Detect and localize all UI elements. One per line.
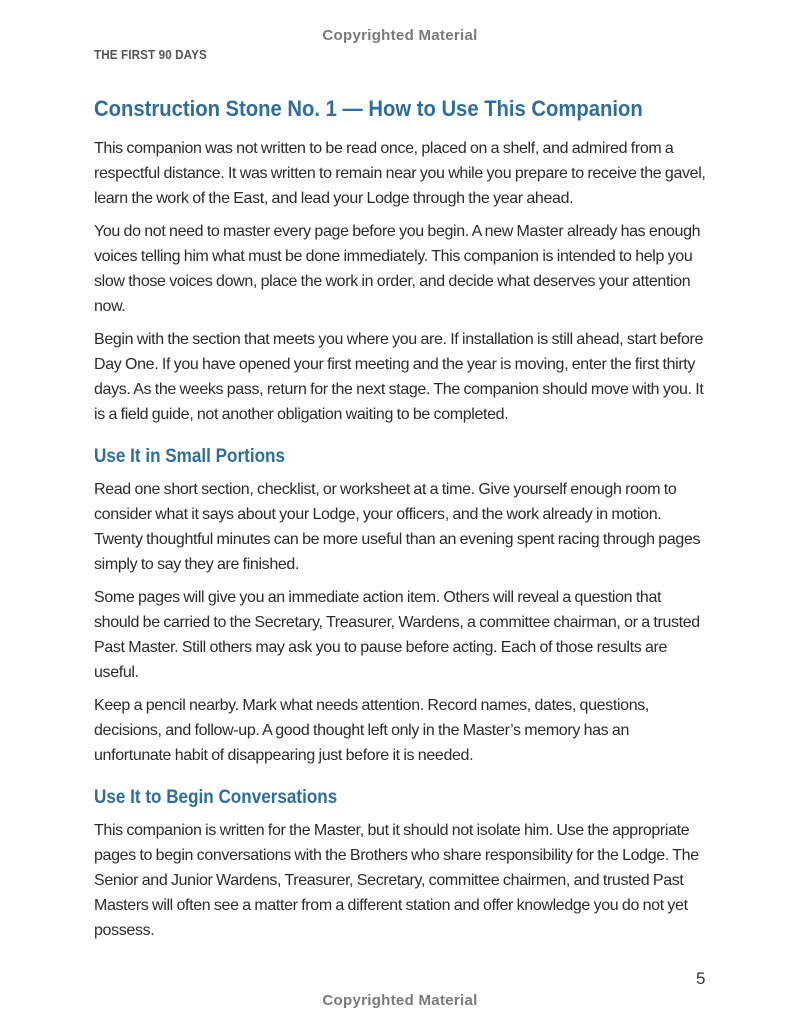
page-number: 5 [696,969,706,988]
conversations-paragraph-1: This companion is written for the Master, but it should not isolate him. Use the appropriate pages to begin conversations with the Brothers who share responsibility for the Lodge. The Senior and Junior Wardens, Treasurer, Secretary, committee chairmen, and trusted Past Masters will often see a matter from a different station and offer knowledge you do not yet possess. [94,822,699,939]
section-heading-conversations: Use It to Begin Conversations [94,787,338,808]
intro-paragraph-2: You do not need to master every page before you begin. A new Master already has enough voices telling him what must be done immediately. This companion is intended to help you slow those voices down, place the work in order, and decide what deserves your attention now. [94,223,701,315]
copyright-watermark-bottom: Copyrighted Material [322,992,478,1009]
running-head: THE FIRST 90 DAYS [94,47,207,62]
copyright-watermark-top: Copyrighted Material [322,27,478,44]
small-portions-paragraph-2: Some pages will give you an immediate action item. Others will reveal a question that should be carried to the Secretary, Treasurer, Wardens, a committee chairman, or a trusted Past Master. Still others may ask you to pause before acting. Each of those results are useful. [94,589,700,681]
section-heading-small-portions: Use It in Small Portions [94,446,285,467]
intro-paragraph-1: This companion was not written to be read once, placed on a shelf, and admired from a respectful distance. It was written to remain near you while you prepare to receive the gavel, learn the work of the East, and lead your Lodge through the year ahead. [94,140,706,207]
page-content [94,94,706,951]
small-portions-paragraph-1: Read one short section, checklist, or worksheet at a time. Give yourself enough room to consider what it says about your Lodge, your officers, and the work already in motion. Twenty thoughtful minutes can be more useful than an evening spent racing through pages simply to say they are finished. [94,481,701,573]
intro-paragraph-3: Begin with the section that meets you where you are. If installation is still ahead, start before Day One. If you have opened your first meeting and the year is moving, enter the first thirty days. As the weeks pass, return for the next stage. The companion should move with you. It is a field guide, not another obligation waiting to be completed. [94,331,704,423]
chapter-title: Construction Stone No. 1 — How to Use This Companion [94,96,643,121]
small-portions-paragraph-3: Keep a pencil nearby. Mark what needs attention. Record names, dates, questions, decisions, and follow-up. A good thought left only in the Master’s memory has an unfortunate habit of disappearing just before it is needed. [94,697,649,764]
